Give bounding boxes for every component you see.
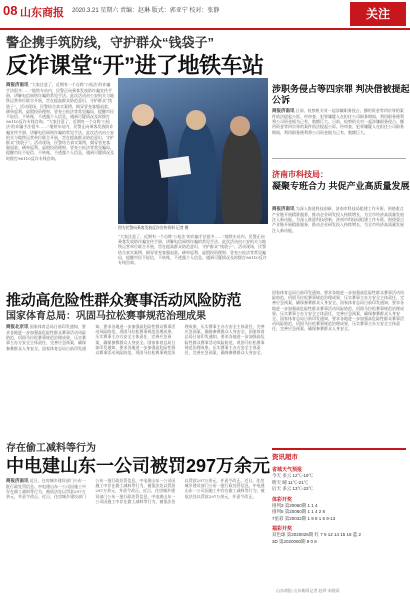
photo-caption: 图为民警向乘客发放反诈宣传资料 记者 摄 [118,226,189,230]
side-story1-title: 涉职务侵占等四宗罪 判决借被提起公诉 [272,84,410,105]
lead-kicker: 警企携手筑防线，守护群众“钱袋子” [6,35,215,50]
footer-note: 山东商报·山东新闻记者 赵珍 宋晓雨 [276,588,340,593]
info-box-title: 资讯超市 [272,454,298,461]
second-headline: 推动高危险性群众赛事活动风险防范 [6,292,242,309]
side-story2-kicker: 济南市科技局： [272,170,328,179]
lottery-label: 体彩开奖 [272,496,293,503]
weather-label: 省城天气预报 [272,467,303,473]
second-subheadline: 国家体育总局：巩固马拉松赛事规范治理成果 [6,311,206,322]
lead-body-cont: “大家注意了，近期有一个自称‘公检法’的诈骗手法很多……”地铁车站内，民警正向乘客发放防诈骗宣传手册，讲解电信网络诈骗的常见手法。此次活动由公安机关与地铁运营单位联合开展，旨在提高群众防范意识，守护群众“钱袋子”。活动现场，民警结合真实案例，揭穿冒充客服退款、刷单返利、虚假投资理财、冒充公检法等常见骗局，提醒市民不轻信、不转账、不透露个人信息，遇到可疑情况及时拨打96110反诈专线咨询。 [118,234,267,266]
lottery-line: 7星彩 第20032期 1 9 8 1 5 9-13 [272,515,336,521]
weather-line: 后天 多云 13℃-22℃ [272,486,314,491]
lead-body: 商报济南讯 “大家注意了，近期有一个自称‘公检法’的诈骗手法很多……”地铁车站内，民警正向乘客发放防诈骗宣传手册，讲解电信网络诈骗的常见手法。此次活动由公安机关与地铁运营单位联合开展，旨在提高群众防范意识，守护群众“钱袋子”。活动现场，民警结合真实案例，揭穿冒充客服退款、刷单返利、虚假投资理财、冒充公检法等常见骗局，提醒市民不轻信、不转账、不透露个人信息，遇到可疑情况及时拨打96110反诈专线咨询。“大家注意了，近期有一个自称‘公检法’的诈骗手法很多……”地铁车站内，民警正向乘客发放防诈骗宣传手册，讲解电信网络诈骗的常见手法。此次活动由公安机关与地铁运营单位联合开展，旨在提高群众防范意识，守护群众“钱袋子”。活动现场，民警结合真实案例，揭穿冒充客服退款、刷单返利、虚假投资理财、冒充公检法等常见骗局，提醒市民不轻信、不转账、不透露个人信息，遇到可疑情况及时拨打96110反诈专线咨询。 [6,82,114,161]
second-body: 商报北京讯 国家体育总局日前印发通知，要求各地进一步加强高危险性群众赛事活动风险防范，巩固马拉松赛事规范治理成果，压实赛事主办方安全主体责任，完善应急预案，确保参赛群众人身安全。国家体育总局日前印发通知，要求各地进一步加强高危险性群众赛事活动风险防范，巩固马拉松赛事规范治理成果，压实赛事主办方安全主体责任，完善应急预案，确保参赛群众人身安全。国家体育总局日前印发通知，要求各地进一步加强高危险性群众赛事活动风险防范，巩固马拉松赛事规范治理成果，压实赛事主办方安全主体责任，完善应急预案，确保参赛群众人身安全。国家体育总局日前印发通知，要求各地进一步加强高危险性群众赛事活动风险防范，巩固马拉松赛事规范治理成果，压实赛事主办方安全主体责任，完善应急预案，确保参赛群众人身安全。 [6,324,265,356]
date-line: 2020.3.21 星期六 责编：赵琳 版式：郭亚宁 校对：张静 [72,8,220,14]
lead-headline: 反诈课堂“开”进了地铁车站 [6,53,264,78]
third-body: 商报济南讯 近日，住房城乡建设部门公布一批行政处罚信息。中电建山东一公司因施工中存在偷工减料等行为，被依法处以罚款297万余元，并责令改正。近日，住房城乡建设部门公布一批行政处罚信息。中电建山东一公司因施工中存在偷工减料等行为，被依法处以罚款297万余元，并责令改正。近日，住房城乡建设部门公布一批行政处罚信息。中电建山东一公司因施工中存在偷工减料等行为，被依法处以罚款297万余元，并责令改正。近日，住房城乡建设部门公布一批行政处罚信息。中电建山东一公司因施工中存在偷工减料等行为，被依法处以罚款297万余元，并责令改正。 [6,478,265,504]
second-body-cont: 国家体育总局日前印发通知，要求各地进一步加强高危险性群众赛事活动风险防范，巩固马拉松赛事规范治理成果，压实赛事主办方安全主体责任，完善应急预案，确保参赛群众人身安全。国家体育总局日前印发通知，要求各地进一步加强高危险性群众赛事活动风险防范，巩固马拉松赛事规范治理成果，压实赛事主办方安全主体责任，完善应急预案，确保参赛群众人身安全。国家体育总局日前印发通知，要求各地进一步加强高危险性群众赛事活动风险防范，巩固马拉松赛事规范治理成果，压实赛事主办方安全主体责任，完善应急预案，确保参赛群众人身安全。 [272,290,404,332]
welfare-line: 双色球 第2020026期 红 7 9 12 14 15 18 蓝 2 [272,532,362,537]
lead-photo [118,78,268,224]
weather-line: 明天 晴 11℃-21℃ [272,479,309,485]
welfare-line: 3D 第2020060期 9 0 8 [272,538,317,544]
paper-name: 山东商报 [20,7,64,19]
page-number: 08 [3,3,18,18]
side-story2-title: 凝聚专班合力 共促产业高质量发展 [272,181,410,191]
section-badge: 关注 [350,2,406,26]
lottery-line: 排列5 第20060期 1 1 4 2 8 [272,509,326,514]
side-story2-body: 商报济南讯 为深入推进科技创新，济南市科技局组建工作专班，围绕重点产业链开展精准服务，推动企业研发投入持续增长，为全市经济高质量发展注入新动能。为深入推进科技创新，济南市科技局组建工作专班，围绕重点产业链开展精准服务，推动企业研发投入持续增长，为全市经济高质量发展注入新动能。 [272,206,404,233]
divider [272,158,406,159]
third-headline: 中电建山东一公司被罚297万余元 [6,456,271,476]
welfare-label: 福彩开奖 [272,526,293,532]
lottery-line: 排列3 第20060期 1 1 4 [272,502,318,508]
third-kicker: 存在偷工减料等行为 [6,443,96,454]
side-story1-body: 商报济南讯 日前，检察机关对一起涉嫌职务侵占、挪用资金等四宗罪的案件依法提起公诉。经审查，犯罪嫌疑人在担任公司职务期间，利用职务便利将公司资金据为己有，数额巨大。日前，检察机关对一起涉嫌职务侵占、挪用资金等四宗罪的案件依法提起公诉。经审查，犯罪嫌疑人在担任公司职务期间，利用职务便利将公司资金据为己有，数额巨大。 [272,108,404,135]
info-box [272,448,406,600]
page-header [0,0,410,30]
weather-line: 今天 多云 12℃-19℃ [272,473,314,478]
